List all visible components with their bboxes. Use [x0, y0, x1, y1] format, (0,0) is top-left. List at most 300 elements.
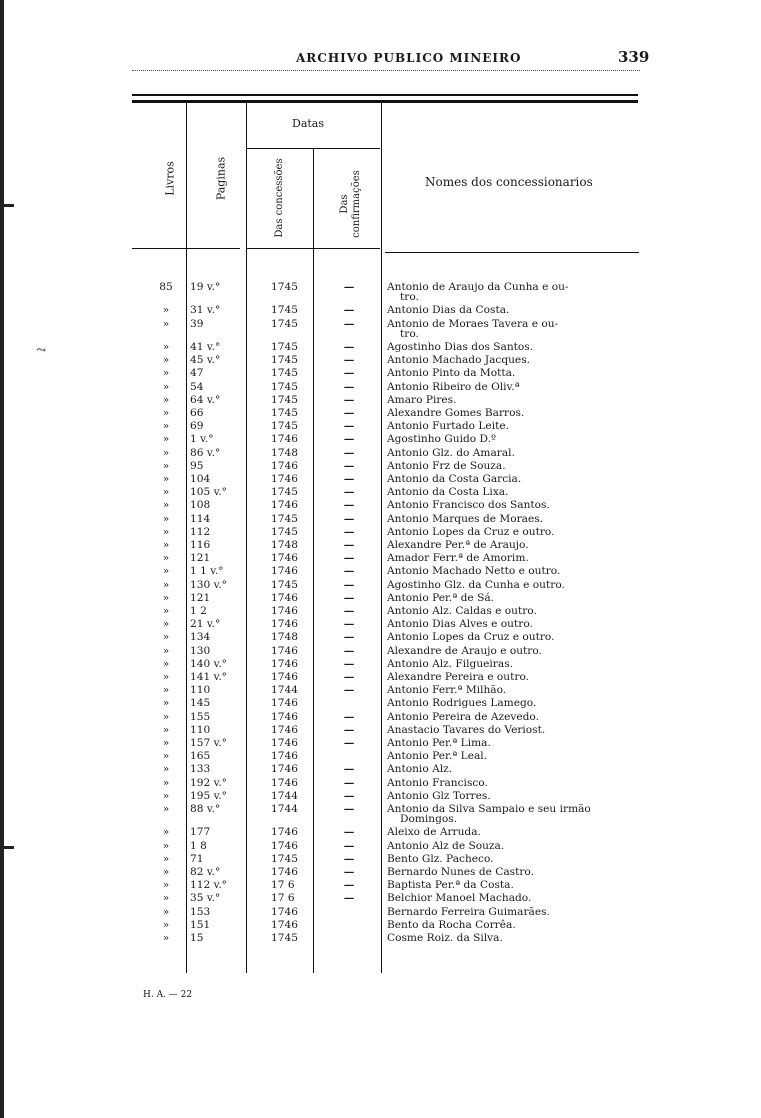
confirmacao-cell: — — [343, 892, 355, 905]
footer-signature: H. A. — 22 — [143, 990, 193, 1000]
livro-cell: » — [162, 354, 170, 367]
table-row — [0, 394, 761, 406]
pagina-cell: 145 — [190, 697, 211, 710]
concessao-cell: 1746 — [271, 657, 298, 670]
confirmacao-cell: — — [343, 631, 355, 644]
livro-cell: » — [162, 605, 170, 617]
livro-cell: » — [162, 317, 170, 330]
livro-cell: » — [162, 631, 170, 644]
pagina-cell: 35 v.° — [190, 892, 221, 905]
livro-cell: » — [162, 839, 170, 852]
pagina-cell: 121 — [190, 552, 211, 565]
nome-cell: Antonio Machado Netto e outro. — [387, 565, 561, 578]
pagina-cell: 21 v.° — [190, 618, 221, 631]
concessao-cell: 1746 — [271, 697, 298, 710]
nome-cell: Antonio Furtado Leite. — [387, 420, 509, 433]
livro-cell: » — [162, 618, 170, 631]
table-row — [0, 777, 761, 789]
concessao-cell: 1745 — [271, 341, 298, 353]
table-row — [0, 684, 761, 696]
confirmacao-cell: — — [343, 317, 355, 330]
table-top-rule-thick — [132, 100, 638, 103]
nome-cell: Agostinho Glz. da Cunha e outro. — [387, 578, 565, 591]
pagina-cell: 1 v.° — [190, 433, 214, 446]
table-row — [0, 420, 761, 432]
pagina-cell: 95 — [190, 459, 204, 472]
concessao-cell: 1746 — [271, 750, 298, 763]
livro-cell: » — [162, 473, 170, 485]
confirmacao-cell: — — [343, 866, 355, 878]
nome-cell: Agostinho Dias dos Santos. — [387, 341, 534, 353]
confirmacao-cell: — — [343, 565, 355, 578]
pagina-cell: 71 — [190, 852, 204, 865]
pagina-cell: 105 v.° — [190, 486, 227, 499]
livro-cell: » — [162, 525, 170, 538]
pagina-cell: 130 v.° — [190, 578, 227, 591]
livro-cell: » — [162, 591, 170, 604]
concessao-cell: 1745 — [271, 525, 298, 538]
table-row — [0, 645, 761, 657]
table-row — [0, 711, 761, 723]
pagina-cell: 155 — [190, 710, 211, 723]
livro-cell: » — [162, 657, 170, 670]
nome-cell: Antonio Francisco dos Santos. — [387, 499, 550, 512]
nome-cell: Antonio Alz. Filgueiras. — [387, 657, 513, 670]
confirmacao-cell: — — [343, 839, 355, 852]
nome-cell: Antonio Francisco. — [387, 776, 488, 789]
concessao-cell: 1746 — [271, 918, 298, 931]
concessao-cell: 1746 — [271, 737, 298, 749]
concessao-cell: 1745 — [271, 578, 298, 591]
livro-cell: » — [162, 367, 170, 380]
pagina-cell: 151 — [190, 918, 211, 931]
pagina-cell: 121 — [190, 591, 211, 604]
nome-cell: Antonio Frz de Souza. — [387, 459, 506, 472]
pagina-cell: 104 — [190, 473, 211, 485]
pagina-cell: 134 — [190, 631, 211, 644]
livro-cell: » — [162, 578, 170, 591]
table-row — [0, 790, 761, 802]
concessao-cell: 1745 — [271, 486, 298, 499]
concessao-cell: 1745 — [271, 281, 298, 293]
concessao-cell: 1746 — [271, 905, 298, 918]
concessao-cell: 1745 — [271, 354, 298, 367]
nome-cell: Antonio Ferr.ª Milhão. — [387, 684, 507, 697]
confirmacao-cell: — — [343, 367, 355, 380]
pagina-cell: 41 v.° — [190, 341, 221, 353]
table-row — [0, 932, 761, 944]
table-row — [0, 631, 761, 643]
concessao-cell: 1745 — [271, 407, 298, 419]
confirmacao-cell: — — [343, 499, 355, 512]
concessao-cell: 1744 — [271, 684, 298, 697]
confirmacao-cell: — — [343, 459, 355, 472]
livro-cell: » — [162, 512, 170, 525]
concessao-cell: 1746 — [271, 776, 298, 789]
livro-cell: » — [162, 644, 170, 657]
concessao-cell: 1744 — [271, 789, 298, 802]
pagina-cell: 153 — [190, 905, 211, 918]
header-das-confirmacoes: Das confirmações — [339, 170, 362, 238]
pagina-cell: 140 v.° — [190, 657, 227, 670]
livro-cell: » — [162, 380, 170, 393]
confirmacao-cell: — — [343, 737, 355, 749]
table-row — [0, 724, 761, 736]
table-row-continuation — [0, 813, 761, 825]
concessao-cell: 1746 — [271, 499, 298, 512]
confirmacao-cell: — — [343, 723, 355, 736]
pagina-cell: 114 — [190, 512, 211, 525]
nome-cell: Antonio Lopes da Cruz e outro. — [387, 525, 555, 538]
header-bottom-rule-names — [385, 252, 639, 253]
confirmacao-cell: — — [343, 486, 355, 499]
confirmacao-cell: — — [343, 281, 355, 293]
concessao-cell: 1746 — [271, 866, 298, 878]
table-row — [0, 763, 761, 775]
concessao-cell: 1746 — [271, 618, 298, 631]
nome-cell: Antonio Pereira de Azevedo. — [387, 710, 539, 723]
confirmacao-cell: — — [343, 393, 355, 406]
page-number: 339 — [618, 48, 650, 66]
stray-mark: ⤳ — [36, 343, 47, 357]
confirmacao-cell: — — [343, 578, 355, 591]
confirmacao-cell: — — [343, 433, 355, 446]
edge-mark — [0, 204, 14, 207]
concessao-cell: 1746 — [271, 433, 298, 446]
livro-cell: » — [162, 932, 170, 944]
nome-cell: Alexandre Pereira e outro. — [387, 671, 530, 683]
table-row — [0, 526, 761, 538]
nome-cell: Antonio Machado Jacques. — [387, 354, 531, 367]
header-rule — [132, 70, 640, 71]
pagina-cell: 86 v.° — [190, 446, 221, 459]
confirmacao-cell: — — [343, 644, 355, 657]
livro-cell: » — [162, 750, 170, 763]
concessao-cell: 1748 — [271, 631, 298, 644]
pagina-cell: 39 — [190, 317, 204, 330]
nome-cell: Antonio Dias Alves e outro. — [387, 618, 533, 631]
header-nomes: Nomes dos concessionarios — [425, 175, 593, 189]
nome-cell: Agostinho Guido D.º — [387, 433, 496, 446]
table-row — [0, 433, 761, 445]
concessao-cell: 1748 — [271, 539, 298, 551]
header-livros: Livros — [163, 161, 177, 196]
concessao-cell: 1745 — [271, 380, 298, 393]
confirmacao-cell: — — [343, 552, 355, 565]
nome-cell: Antonio Rodrigues Lamego. — [387, 697, 537, 710]
concessao-cell: 1745 — [271, 852, 298, 865]
pagina-cell: 82 v.° — [190, 866, 221, 878]
table-top-rule — [132, 94, 638, 96]
nome-continuation: tro. — [400, 327, 419, 340]
table-row — [0, 853, 761, 865]
nome-cell: Antonio da Costa Garcia. — [387, 473, 522, 485]
confirmacao-cell: — — [343, 605, 355, 617]
table-row — [0, 892, 761, 904]
table-row — [0, 513, 761, 525]
livro-cell: » — [162, 671, 170, 683]
pagina-cell: 130 — [190, 644, 211, 657]
header-das-concessoes: Das concessões — [274, 158, 285, 238]
livro-cell: » — [162, 499, 170, 512]
concessao-cell: 1746 — [271, 710, 298, 723]
table-row — [0, 737, 761, 749]
pagina-cell: 141 v.° — [190, 671, 227, 683]
confirmacao-cell: — — [343, 407, 355, 419]
confirmacao-cell: — — [343, 710, 355, 723]
pagina-cell: 69 — [190, 420, 204, 433]
livro-cell: » — [162, 393, 170, 406]
confirmacao-cell: — — [343, 525, 355, 538]
nome-cell: Anastacio Tavares do Veriost. — [387, 723, 546, 736]
livro-cell: » — [162, 446, 170, 459]
concessao-cell: 1745 — [271, 304, 298, 317]
confirmacao-cell: — — [343, 512, 355, 525]
livro-cell: » — [162, 341, 170, 353]
nome-cell: Baptista Per.ª da Costa. — [387, 879, 514, 892]
table-row — [0, 750, 761, 762]
header-datas: Datas — [292, 117, 325, 130]
table-row — [0, 499, 761, 511]
confirmacao-cell: — — [343, 789, 355, 802]
confirmacao-cell: — — [343, 684, 355, 697]
pagina-cell: 1 8 — [190, 839, 207, 852]
pagina-cell: 31 v.° — [190, 304, 221, 317]
table-row — [0, 579, 761, 591]
concessao-cell: 1745 — [271, 420, 298, 433]
table-row — [0, 407, 761, 419]
livro-cell: » — [162, 866, 170, 878]
pagina-cell: 19 v.° — [190, 281, 221, 293]
table-row — [0, 618, 761, 630]
livro-cell: » — [162, 879, 170, 892]
nome-cell: Antonio Glz Torres. — [387, 789, 491, 802]
concessao-cell: 1744 — [271, 803, 298, 815]
confirmacao-cell: — — [343, 304, 355, 317]
nome-cell: Antonio da Costa Lixa. — [387, 486, 509, 499]
nome-cell: Antonio de Araujo da Cunha e ou- — [387, 281, 569, 293]
livro-cell: » — [162, 552, 170, 565]
livro-cell: » — [162, 763, 170, 776]
livro-cell: » — [162, 697, 170, 710]
pagina-cell: 177 — [190, 826, 211, 839]
confirmacao-cell: — — [343, 776, 355, 789]
table-row — [0, 840, 761, 852]
concessao-cell: 1746 — [271, 671, 298, 683]
nome-continuation: Domingos. — [400, 813, 458, 826]
livro-cell: » — [162, 539, 170, 551]
concessao-cell: 1746 — [271, 763, 298, 776]
table-row — [0, 906, 761, 918]
pagina-cell: 112 — [190, 525, 211, 538]
pagina-cell: 66 — [190, 407, 204, 419]
concessao-cell: 1746 — [271, 723, 298, 736]
table-row-continuation — [0, 328, 761, 340]
nome-cell: Antonio Per.ª de Sá. — [387, 591, 495, 604]
concessao-cell: 1745 — [271, 512, 298, 525]
nome-cell: Bernardo Ferreira Guimarães. — [387, 905, 550, 918]
concessao-cell: 1748 — [271, 446, 298, 459]
pagina-cell: 54 — [190, 380, 204, 393]
concessao-cell: 1745 — [271, 393, 298, 406]
livro-cell: » — [162, 710, 170, 723]
livro-cell: » — [162, 737, 170, 749]
livro-cell: » — [162, 459, 170, 472]
pagina-cell: 195 v.° — [190, 789, 227, 802]
table-row — [0, 552, 761, 564]
confirmacao-cell: — — [343, 420, 355, 433]
pagina-cell: 45 v.° — [190, 354, 221, 367]
concessao-cell: 1746 — [271, 839, 298, 852]
pagina-cell: 192 v.° — [190, 776, 227, 789]
table-row — [0, 447, 761, 459]
livro-cell: » — [162, 565, 170, 578]
concessao-cell: 1746 — [271, 565, 298, 578]
pagina-cell: 108 — [190, 499, 211, 512]
nome-cell: Antonio Dias da Costa. — [387, 304, 510, 317]
nome-cell: Antonio Marques de Moraes. — [387, 512, 544, 525]
header-paginas: Paginas — [214, 156, 228, 201]
table-row — [0, 658, 761, 670]
confirmacao-cell: — — [343, 341, 355, 353]
pagina-cell: 1 2 — [190, 605, 207, 617]
table-row — [0, 826, 761, 838]
table-row — [0, 919, 761, 931]
livro-cell: » — [162, 803, 170, 815]
pagina-cell: 88 v.° — [190, 803, 221, 815]
page-header — [0, 48, 761, 72]
livro-cell: » — [162, 918, 170, 931]
concessao-cell: 1746 — [271, 605, 298, 617]
livro-cell: » — [162, 486, 170, 499]
nome-cell: Amador Ferr.ª de Amorim. — [387, 552, 529, 565]
nome-cell: Aleixo de Arruda. — [387, 826, 481, 839]
livro-cell: » — [162, 407, 170, 419]
livro-cell: » — [162, 905, 170, 918]
table-row — [0, 367, 761, 379]
concessao-cell: 1745 — [271, 317, 298, 330]
nome-cell: Antonio Alz de Souza. — [387, 839, 505, 852]
livro-cell: » — [162, 684, 170, 697]
table-row — [0, 697, 761, 709]
table-row — [0, 671, 761, 683]
livro-cell: » — [162, 433, 170, 446]
nome-cell: Antonio Lopes da Cruz e outro. — [387, 631, 555, 644]
concessao-cell: 1746 — [271, 459, 298, 472]
confirmacao-cell: — — [343, 618, 355, 631]
nome-cell: Antonio Ribeiro de Oliv.ª — [387, 380, 520, 393]
livro-cell: » — [162, 892, 170, 905]
confirmacao-cell: — — [343, 354, 355, 367]
table-row — [0, 486, 761, 498]
table-row — [0, 354, 761, 366]
pagina-cell: 157 v.° — [190, 737, 227, 749]
confirmacao-cell: — — [343, 591, 355, 604]
confirmacao-cell: — — [343, 446, 355, 459]
nome-cell: Amaro Pires. — [387, 393, 457, 406]
nome-cell: Alexandre de Araujo e outro. — [387, 644, 542, 657]
table-row — [0, 866, 761, 878]
livro-cell: » — [162, 789, 170, 802]
nome-cell: Antonio Alz. Caldas e outro. — [387, 605, 537, 617]
concessao-cell: 17 6 — [271, 879, 295, 892]
pagina-cell: 112 v.° — [190, 879, 227, 892]
livro-cell: 85 — [159, 281, 173, 293]
pagina-cell: 110 — [190, 723, 211, 736]
confirmacao-cell: — — [343, 671, 355, 683]
nome-cell: Alexandre Gomes Barros. — [387, 407, 525, 419]
table-row — [0, 341, 761, 353]
table-row — [0, 605, 761, 617]
nome-cell: Cosme Roiz. da Silva. — [387, 932, 503, 944]
concessao-cell: 1745 — [271, 367, 298, 380]
confirmacao-cell: — — [343, 657, 355, 670]
table-row-continuation — [0, 291, 761, 303]
concessao-cell: 1746 — [271, 826, 298, 839]
nome-cell: Antonio Glz. do Amaral. — [387, 446, 515, 459]
confirmacao-cell: — — [343, 380, 355, 393]
pagina-cell: 47 — [190, 367, 204, 380]
pagina-cell: 116 — [190, 539, 211, 551]
confirmacao-cell: — — [343, 473, 355, 485]
confirmacao-cell: — — [343, 826, 355, 839]
confirmacao-cell: — — [343, 763, 355, 776]
running-title: ARCHIVO PUBLICO MINEIRO — [296, 51, 522, 65]
nome-cell: Bernardo Nunes de Castro. — [387, 866, 534, 878]
nome-cell: Antonio Per.ª Leal. — [387, 750, 488, 763]
livro-cell: » — [162, 304, 170, 317]
pagina-cell: 165 — [190, 750, 211, 763]
nome-cell: Belchior Manoel Machado. — [387, 892, 532, 905]
table-row — [0, 473, 761, 485]
confirmacao-cell: — — [343, 803, 355, 815]
concessao-cell: 1746 — [271, 644, 298, 657]
pagina-cell: 133 — [190, 763, 211, 776]
nome-cell: Antonio Per.ª Lima. — [387, 737, 491, 749]
nome-cell: Antonio da Silva Sampaio e seu irmão — [387, 803, 591, 815]
nome-cell: Antonio de Moraes Tavera e ou- — [387, 317, 559, 330]
confirmacao-cell: — — [343, 879, 355, 892]
table-row — [0, 460, 761, 472]
nome-cell: Antonio Pinto da Motta. — [387, 367, 516, 380]
nome-cell: Bento da Rocha Corrêa. — [387, 918, 516, 931]
pagina-cell: 110 — [190, 684, 211, 697]
concessao-cell: 1746 — [271, 473, 298, 485]
pagina-cell: 1 1 v.° — [190, 565, 224, 578]
pagina-cell: 15 — [190, 932, 204, 944]
table-row — [0, 565, 761, 577]
livro-cell: » — [162, 776, 170, 789]
concessao-cell: 1746 — [271, 552, 298, 565]
concessao-cell: 1745 — [271, 932, 298, 944]
confirmacao-cell: — — [343, 539, 355, 551]
nome-cell: Antonio Alz. — [387, 763, 453, 776]
nome-cell: Alexandre Per.ª de Araujo. — [387, 539, 529, 551]
table-row — [0, 592, 761, 604]
concessao-cell: 17 6 — [271, 892, 295, 905]
nome-continuation: tro. — [400, 291, 419, 304]
table-row — [0, 879, 761, 891]
pagina-cell: 64 v.° — [190, 393, 221, 406]
livro-cell: » — [162, 723, 170, 736]
table-row — [0, 539, 761, 551]
nome-cell: Bento Glz. Pacheco. — [387, 852, 494, 865]
confirmacao-cell: — — [343, 852, 355, 865]
livro-cell: » — [162, 852, 170, 865]
concessao-cell: 1746 — [271, 591, 298, 604]
table-row — [0, 304, 761, 316]
table-row — [0, 381, 761, 393]
